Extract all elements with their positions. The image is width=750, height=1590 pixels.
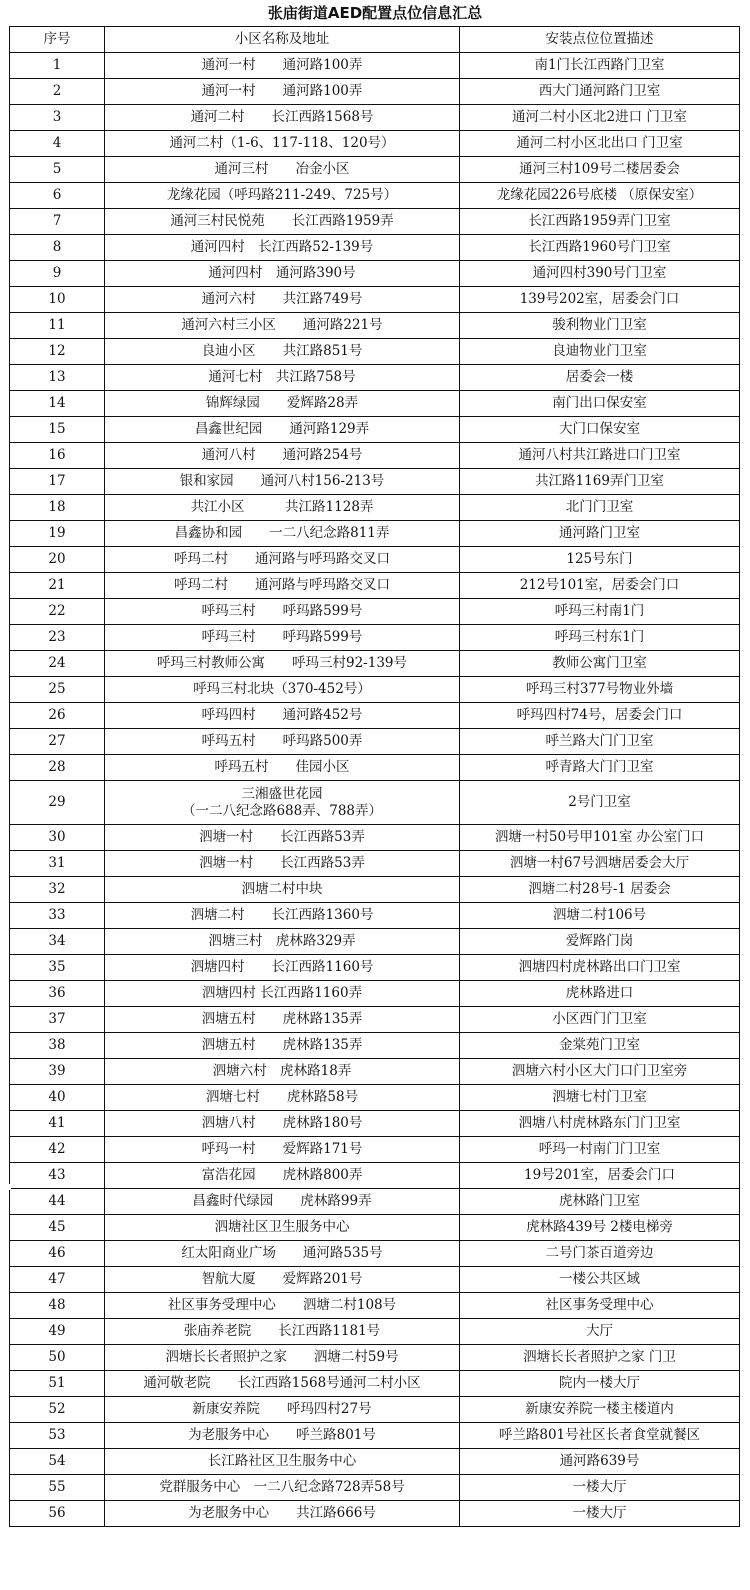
table-row <box>10 391 740 417</box>
row-location: 呼玛三村377号物业外墙 <box>460 677 740 703</box>
row-location: 泗塘长长者照护之家 门卫 <box>460 1345 740 1371</box>
row-index: 17 <box>10 469 105 495</box>
row-community: 呼玛五村 呼玛路500弄 <box>105 729 460 755</box>
row-location: 呼玛三村南1门 <box>460 599 740 625</box>
table-row <box>10 1085 740 1111</box>
row-index: 11 <box>10 313 105 339</box>
row-index: 40 <box>10 1085 105 1111</box>
table-row <box>10 903 740 929</box>
row-community: 泗塘七村 虎林路58号 <box>105 1085 460 1111</box>
row-index: 24 <box>10 651 105 677</box>
row-location: 共江路1169弄门卫室 <box>460 469 740 495</box>
row-community: 富浩花园 虎林路800弄 <box>105 1163 460 1189</box>
table-row <box>10 755 740 781</box>
row-community: 通河敬老院 长江西路1568号通河二村小区 <box>105 1371 460 1397</box>
row-index: 31 <box>10 851 105 877</box>
row-index: 50 <box>10 1345 105 1371</box>
row-location: 通河二村小区北2进口 门卫室 <box>460 105 740 131</box>
row-community: 泗塘长长者照护之家 泗塘二村59号 <box>105 1345 460 1371</box>
row-location: 通河二村小区北出口 门卫室 <box>460 131 740 157</box>
row-index: 37 <box>10 1007 105 1033</box>
row-community: 通河四村 长江西路52-139号 <box>105 235 460 261</box>
row-community: 泗塘一村 长江西路53弄 <box>105 851 460 877</box>
table-row <box>10 1319 740 1345</box>
table-row <box>10 313 740 339</box>
row-community: 昌鑫时代绿园 虎林路99弄 <box>105 1189 460 1215</box>
row-community: 三湘盛世花园 （一二八纪念路688弄、788弄） <box>105 781 460 825</box>
row-community: 昌鑫协和园 一二八纪念路811弄 <box>105 521 460 547</box>
row-location: 南1门长江西路门卫室 <box>460 53 740 79</box>
row-community: 银和家园 通河八村156-213号 <box>105 469 460 495</box>
row-location: 北门门卫室 <box>460 495 740 521</box>
table-row <box>10 851 740 877</box>
row-community: 新康安养院 呼玛四村27号 <box>105 1397 460 1423</box>
row-community: 龙缘花园（呼玛路211-249、725号） <box>105 183 460 209</box>
table-row <box>10 651 740 677</box>
table-row <box>10 1267 740 1293</box>
row-location: 泗塘一村50号甲101室 办公室门口 <box>460 825 740 851</box>
table-row <box>10 1059 740 1085</box>
row-index: 30 <box>10 825 105 851</box>
row-index: 1 <box>10 53 105 79</box>
row-community: 泗塘五村 虎林路135弄 <box>105 1033 460 1059</box>
row-community: 泗塘六村 虎林路18弄 <box>105 1059 460 1085</box>
row-location: 一楼公共区域 <box>460 1267 740 1293</box>
row-location: 通河路639号 <box>460 1449 740 1475</box>
row-location: 呼玛三村东1门 <box>460 625 740 651</box>
row-index: 28 <box>10 755 105 781</box>
row-index: 53 <box>10 1423 105 1449</box>
table-row <box>10 1007 740 1033</box>
row-community: 泗塘社区卫生服务中心 <box>105 1215 460 1241</box>
row-location: 泗塘二村28号-1 居委会 <box>460 877 740 903</box>
row-community: 泗塘四村 长江西路1160号 <box>105 955 460 981</box>
row-community: 通河六村三小区 通河路221号 <box>105 313 460 339</box>
row-community: 通河三村 冶金小区 <box>105 157 460 183</box>
table-row <box>10 53 740 79</box>
row-location: 泗塘一村67号泗塘居委会大厅 <box>460 851 740 877</box>
table-row <box>10 981 740 1007</box>
row-community: 通河二村（1-6、117-118、120号） <box>105 131 460 157</box>
row-index: 8 <box>10 235 105 261</box>
row-community: 张庙养老院 长江西路1181号 <box>105 1319 460 1345</box>
row-community: 锦辉绿园 爱辉路28弄 <box>105 391 460 417</box>
row-index: 46 <box>10 1241 105 1267</box>
table-row <box>10 1345 740 1371</box>
row-community: 泗塘三村 虎林路329弄 <box>105 929 460 955</box>
row-index: 18 <box>10 495 105 521</box>
table-row <box>10 79 740 105</box>
row-community: 呼玛三村教师公寓 呼玛三村92-139号 <box>105 651 460 677</box>
row-index: 15 <box>10 417 105 443</box>
row-index: 38 <box>10 1033 105 1059</box>
row-community: 通河六村 共江路749号 <box>105 287 460 313</box>
row-index: 51 <box>10 1371 105 1397</box>
row-index: 9 <box>10 261 105 287</box>
row-index: 43 <box>10 1163 105 1189</box>
row-index: 20 <box>10 547 105 573</box>
row-location: 泗塘八村虎林路东门门卫室 <box>460 1111 740 1137</box>
row-index: 7 <box>10 209 105 235</box>
row-location: 通河四村390号门卫室 <box>460 261 740 287</box>
table-row <box>10 339 740 365</box>
table-row <box>10 1397 740 1423</box>
header-row <box>10 27 740 53</box>
row-location: 泗塘六村小区大门口门卫室旁 <box>460 1059 740 1085</box>
row-community: 党群服务中心 一二八纪念路728弄58号 <box>105 1475 460 1501</box>
row-community: 泗塘四村 长江西路1160弄 <box>105 981 460 1007</box>
row-index: 21 <box>10 573 105 599</box>
aed-table <box>9 26 740 1527</box>
table-row <box>10 1501 740 1527</box>
table-row <box>10 825 740 851</box>
row-community: 共江小区 共江路1128弄 <box>105 495 460 521</box>
table-row <box>10 1111 740 1137</box>
row-location: 泗塘七村门卫室 <box>460 1085 740 1111</box>
row-location: 2号门卫室 <box>460 781 740 825</box>
table-row <box>10 1475 740 1501</box>
table-break-mark <box>9 1184 11 1190</box>
row-location: 新康安养院一楼主楼道内 <box>460 1397 740 1423</box>
table-row <box>10 209 740 235</box>
table-row <box>10 287 740 313</box>
row-index: 29 <box>10 781 105 825</box>
row-index: 25 <box>10 677 105 703</box>
row-index: 2 <box>10 79 105 105</box>
table-row <box>10 1215 740 1241</box>
table-row <box>10 955 740 981</box>
row-index: 45 <box>10 1215 105 1241</box>
row-location: 139号202室，居委会门口 <box>460 287 740 313</box>
row-location: 长江西路1960号门卫室 <box>460 235 740 261</box>
table-row <box>10 703 740 729</box>
row-location: 虎林路门卫室 <box>460 1189 740 1215</box>
row-location: 19号201室，居委会门口 <box>460 1163 740 1189</box>
table-row <box>10 183 740 209</box>
row-community: 呼玛二村 通河路与呼玛路交叉口 <box>105 573 460 599</box>
row-index: 3 <box>10 105 105 131</box>
table-row <box>10 131 740 157</box>
table-row <box>10 1137 740 1163</box>
row-community: 良迪小区 共江路851号 <box>105 339 460 365</box>
row-location: 长江西路1959弄门卫室 <box>460 209 740 235</box>
row-community: 通河七村 共江路758号 <box>105 365 460 391</box>
row-location: 通河三村109号二楼居委会 <box>460 157 740 183</box>
row-index: 33 <box>10 903 105 929</box>
row-index: 22 <box>10 599 105 625</box>
row-index: 13 <box>10 365 105 391</box>
table-row <box>10 1371 740 1397</box>
row-index: 44 <box>10 1189 105 1215</box>
row-location: 居委会一楼 <box>460 365 740 391</box>
row-location: 呼兰路大门门卫室 <box>460 729 740 755</box>
row-index: 55 <box>10 1475 105 1501</box>
row-community: 呼玛三村 呼玛路599号 <box>105 599 460 625</box>
table-row <box>10 365 740 391</box>
row-community: 呼玛三村北块（370-452号） <box>105 677 460 703</box>
row-index: 54 <box>10 1449 105 1475</box>
row-community: 泗塘一村 长江西路53弄 <box>105 825 460 851</box>
row-index: 47 <box>10 1267 105 1293</box>
row-location: 呼兰路801号社区长者食堂就餐区 <box>460 1423 740 1449</box>
row-index: 49 <box>10 1319 105 1345</box>
row-location: 龙缘花园226号底楼 （原保安室） <box>460 183 740 209</box>
row-community: 泗塘二村中块 <box>105 877 460 903</box>
row-index: 4 <box>10 131 105 157</box>
row-location: 大厅 <box>460 1319 740 1345</box>
row-index: 35 <box>10 955 105 981</box>
table-row <box>10 261 740 287</box>
table-row <box>10 573 740 599</box>
table-row <box>10 1241 740 1267</box>
row-index: 41 <box>10 1111 105 1137</box>
row-location: 西大门通河路门卫室 <box>460 79 740 105</box>
row-location: 呼青路大门门卫室 <box>460 755 740 781</box>
row-index: 36 <box>10 981 105 1007</box>
row-index: 56 <box>10 1501 105 1527</box>
row-community: 呼玛五村 佳园小区 <box>105 755 460 781</box>
row-community: 泗塘五村 虎林路135弄 <box>105 1007 460 1033</box>
table-row <box>10 929 740 955</box>
row-index: 39 <box>10 1059 105 1085</box>
table-row <box>10 729 740 755</box>
row-location: 社区事务受理中心 <box>460 1293 740 1319</box>
row-index: 52 <box>10 1397 105 1423</box>
row-location: 一楼大厅 <box>460 1501 740 1527</box>
header-index: 序号 <box>10 27 105 53</box>
row-community: 呼玛四村 通河路452号 <box>105 703 460 729</box>
row-community: 通河二村 长江西路1568号 <box>105 105 460 131</box>
table-row <box>10 469 740 495</box>
row-index: 34 <box>10 929 105 955</box>
row-location: 爱辉路门岗 <box>460 929 740 955</box>
row-location: 泗塘四村虎林路出口门卫室 <box>460 955 740 981</box>
table-row <box>10 1189 740 1215</box>
table-row <box>10 625 740 651</box>
row-location: 教师公寓门卫室 <box>460 651 740 677</box>
row-location: 大门口保安室 <box>460 417 740 443</box>
row-community: 为老服务中心 呼兰路801号 <box>105 1423 460 1449</box>
table-row <box>10 495 740 521</box>
row-index: 48 <box>10 1293 105 1319</box>
row-location: 泗塘二村106号 <box>460 903 740 929</box>
row-location: 虎林路439号 2楼电梯旁 <box>460 1215 740 1241</box>
table-row <box>10 877 740 903</box>
row-location: 院内一楼大厅 <box>460 1371 740 1397</box>
table-row <box>10 235 740 261</box>
row-community: 昌鑫世纪园 通河路129弄 <box>105 417 460 443</box>
table-row <box>10 521 740 547</box>
row-index: 19 <box>10 521 105 547</box>
header-location: 安装点位位置描述 <box>460 27 740 53</box>
row-community: 呼玛三村 呼玛路599号 <box>105 625 460 651</box>
row-location: 通河八村共江路进口门卫室 <box>460 443 740 469</box>
table-row <box>10 105 740 131</box>
row-location: 呼玛一村南门门卫室 <box>460 1137 740 1163</box>
row-index: 26 <box>10 703 105 729</box>
row-community: 通河一村 通河路100弄 <box>105 79 460 105</box>
row-location: 南门出口保安室 <box>460 391 740 417</box>
row-index: 12 <box>10 339 105 365</box>
row-index: 16 <box>10 443 105 469</box>
row-location: 骏利物业门卫室 <box>460 313 740 339</box>
page-title: 张庙街道AED配置点位信息汇总 <box>267 4 483 22</box>
table-row <box>10 443 740 469</box>
row-community: 为老服务中心 共江路666号 <box>105 1501 460 1527</box>
row-community: 通河一村 通河路100弄 <box>105 53 460 79</box>
row-index: 32 <box>10 877 105 903</box>
header-community: 小区名称及地址 <box>105 27 460 53</box>
row-location: 二号门茶百道旁边 <box>460 1241 740 1267</box>
row-community: 长江路社区卫生服务中心 <box>105 1449 460 1475</box>
table-row <box>10 417 740 443</box>
row-community: 通河八村 通河路254号 <box>105 443 460 469</box>
row-index: 6 <box>10 183 105 209</box>
row-location: 通河路门卫室 <box>460 521 740 547</box>
row-community: 泗塘八村 虎林路180号 <box>105 1111 460 1137</box>
row-community: 红太阳商业广场 通河路535号 <box>105 1241 460 1267</box>
row-index: 27 <box>10 729 105 755</box>
table-row <box>10 1033 740 1059</box>
row-community: 通河三村民悦苑 长江西路1959弄 <box>105 209 460 235</box>
row-location: 虎林路进口 <box>460 981 740 1007</box>
row-location: 212号101室，居委会门口 <box>460 573 740 599</box>
table-row <box>10 599 740 625</box>
row-location: 良迪物业门卫室 <box>460 339 740 365</box>
table-row <box>10 547 740 573</box>
row-location: 呼玛四村74号，居委会门口 <box>460 703 740 729</box>
row-index: 10 <box>10 287 105 313</box>
row-index: 14 <box>10 391 105 417</box>
row-location: 小区西门门卫室 <box>460 1007 740 1033</box>
row-index: 5 <box>10 157 105 183</box>
row-location: 125号东门 <box>460 547 740 573</box>
row-community: 泗塘二村 长江西路1360号 <box>105 903 460 929</box>
row-location: 金棠苑门卫室 <box>460 1033 740 1059</box>
row-community: 社区事务受理中心 泗塘二村108号 <box>105 1293 460 1319</box>
row-index: 42 <box>10 1137 105 1163</box>
table-row <box>10 1163 740 1189</box>
table-row <box>10 781 740 825</box>
row-community: 呼玛二村 通河路与呼玛路交叉口 <box>105 547 460 573</box>
row-index: 23 <box>10 625 105 651</box>
table-row <box>10 157 740 183</box>
row-community: 呼玛一村 爱辉路171号 <box>105 1137 460 1163</box>
table-row <box>10 1423 740 1449</box>
row-community: 通河四村 通河路390号 <box>105 261 460 287</box>
row-location: 一楼大厅 <box>460 1475 740 1501</box>
table-row <box>10 1449 740 1475</box>
table-row <box>10 1293 740 1319</box>
row-community: 智航大厦 爱辉路201号 <box>105 1267 460 1293</box>
table-row <box>10 677 740 703</box>
